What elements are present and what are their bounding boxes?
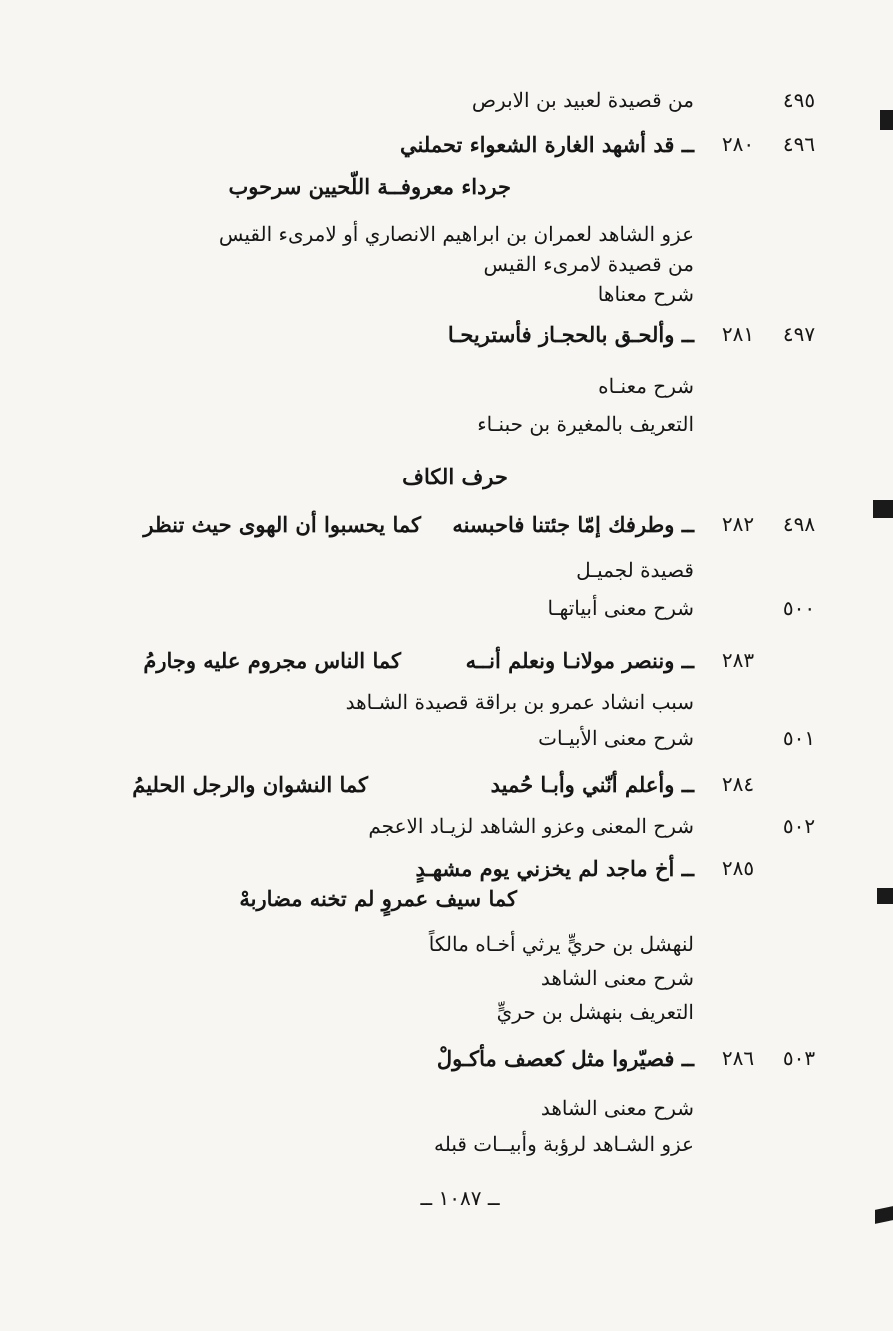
verse-number: ٢٨٥ — [721, 856, 755, 880]
entry-text: شرح معنـاه — [598, 374, 694, 398]
verse-line-second: كما سيف عمروٍ لم تخنه مضاربهْ — [239, 886, 517, 911]
verse-line: ــ وطرفك إمّا جئتنا فاحبسنه — [452, 512, 694, 537]
edge-mark — [873, 500, 893, 518]
entry-number: ٤٩٥ — [782, 88, 816, 112]
entry-text: عزو الشـاهد لرؤبة وأبيــات قبله — [433, 1132, 694, 1156]
verse-number: ٢٨٠ — [721, 132, 755, 156]
verse-number: ٢٨٢ — [721, 512, 755, 536]
entry-text: سبب انشاد عمرو بن براقة قصيدة الشـاهد — [345, 690, 694, 714]
section-title: حرف الكاف — [402, 464, 508, 489]
entry-text: من قصيدة لامرىء القيس — [483, 252, 694, 276]
entry-text: عزو الشاهد لعمران بن ابراهيم الانصاري أو لامرىء القيس — [218, 222, 694, 246]
verse-number: ٢٨٦ — [721, 1046, 755, 1070]
verse-line: ــ قد أشهد الغارة الشعواء تحملني — [400, 132, 694, 157]
page-number: ــ ١٠٨٧ ــ — [420, 1186, 500, 1210]
verse-line: ــ وأعلم أنّني وأبـا حُميد — [490, 772, 694, 797]
entry-text: التعريف بالمغيرة بن حبنـاء — [477, 412, 694, 436]
verse-line-second: كما يحسبوا أن الهوى حيث تنظر — [143, 512, 421, 537]
entry-number: ٥٠١ — [782, 726, 816, 750]
verse-line: ــ أخ ماجد لم يخزني يوم مشهـدٍ — [415, 856, 694, 881]
entry-text: من قصيدة لعبيد بن الابرص — [471, 88, 694, 112]
verse-number: ٢٨٤ — [721, 772, 755, 796]
entry-number: ٤٩٨ — [782, 512, 816, 536]
entry-number: ٥٠٠ — [782, 596, 816, 620]
verse-line: ــ فصيّروا مثل كعصف مأكـولْ — [436, 1046, 694, 1071]
edge-mark — [875, 1206, 893, 1224]
verse-line-second: كما الناس مجروم عليه وجارمُ — [143, 648, 401, 673]
entry-text: شرح معنى الشاهد — [540, 1096, 694, 1120]
entry-text: شرح معناها — [597, 282, 694, 306]
entry-number: ٥٠٣ — [782, 1046, 816, 1070]
verse-line: ــ وننصر مولانـا ونعلم أنــه — [465, 648, 694, 673]
edge-mark — [877, 888, 893, 904]
verse-line: ــ وألحـق بالحجـاز فأستريحـا — [447, 322, 694, 347]
entry-text: قصيدة لجميـل — [576, 558, 694, 582]
entry-number: ٤٩٧ — [782, 322, 816, 346]
verse-line-second: كما النشوان والرجل الحليمُ — [132, 772, 368, 797]
entry-text: شرح معنى أبياتهـا — [547, 596, 694, 620]
verse-number: ٢٨١ — [721, 322, 755, 346]
entry-text: شرح معنى الأبيـات — [538, 726, 694, 750]
entry-number: ٥٠٢ — [782, 814, 816, 838]
entry-text: شرح المعنى وعزو الشاهد لزيـاد الاعجم — [368, 814, 694, 838]
entry-text: التعريف بنهشل بن حريٍّ — [496, 1000, 694, 1024]
verse-line-second: جرداء معروفــة اللّحيين سرحوب — [228, 174, 511, 199]
entry-text: شرح معنى الشاهد — [540, 966, 694, 990]
verse-number: ٢٨٣ — [721, 648, 755, 672]
entry-number: ٤٩٦ — [782, 132, 816, 156]
entry-text: لنهشل بن حريٍّ يرثي أخـاه مالكاً — [428, 932, 694, 956]
edge-mark — [880, 110, 893, 130]
